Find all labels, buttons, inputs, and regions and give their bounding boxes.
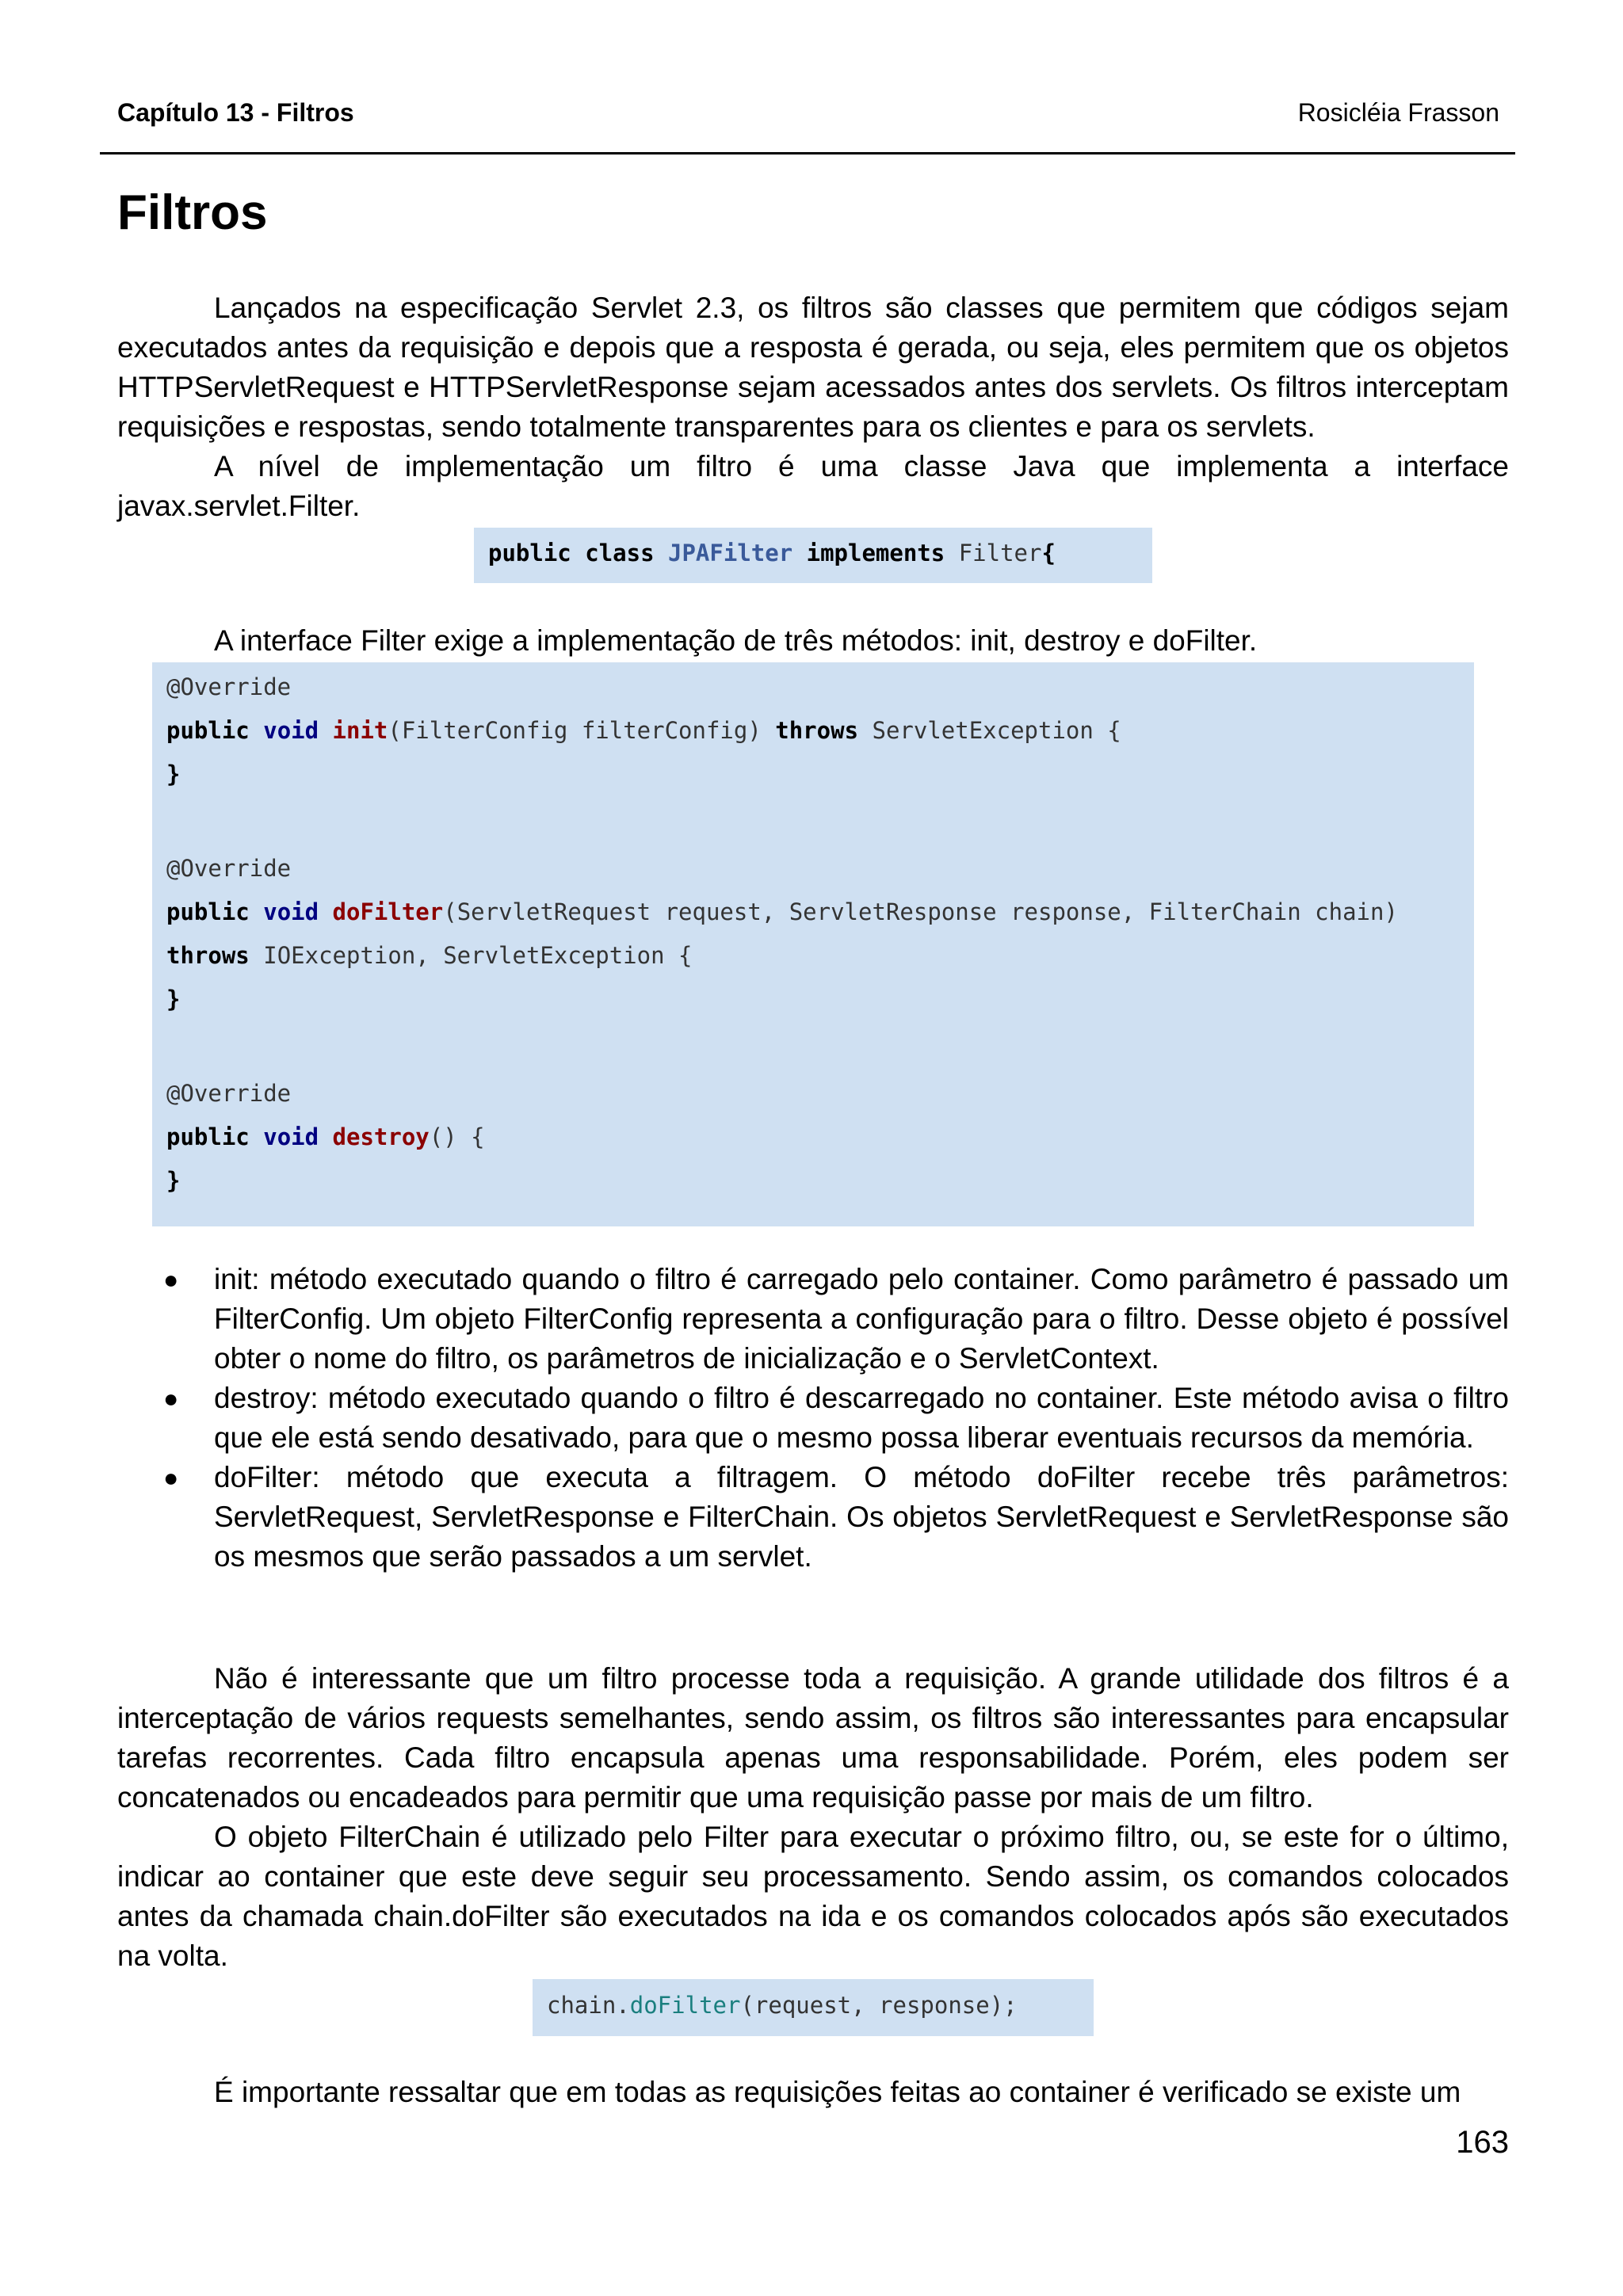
paragraph-container-check: É importante ressaltar que em todas as requisições feitas ao container é verificado se existe um bbox=[214, 2076, 1461, 2108]
list-item-destroy: ● destroy: método executado quando o filtro é descarregado no container. Este método avisa o filtro que ele está sendo desativado, para que o mesmo possa liberar eventuais recursos da memória. bbox=[117, 1379, 1509, 1458]
chapter-title: Capítulo 13 - Filtros bbox=[117, 98, 354, 127]
code-annotation: @Override bbox=[166, 1080, 292, 1107]
paragraph-interface-methods: A interface Filter exige a implementação de três métodos: init, destroy e doFilter. bbox=[214, 624, 1258, 657]
list-item-dofilter: ● doFilter: método que executa a filtragem. O método doFilter recebe três parâmetros: ServletRequest, ServletResponse e FilterChain. Os objetos ServletRequest e ServletResponse são os mesmos que serão passados a um servlet. bbox=[117, 1458, 1509, 1577]
paragraph-filterchain: O objeto FilterChain é utilizado pelo Filter para executar o próximo filtro, ou, se este for o último, indicar ao container que este deve seguir seu processamento. Sendo assim, os comandos colocados antes da chamada chain.doFilter são executados na ida e os comandos colocados após são executados na volta. bbox=[117, 1821, 1509, 1972]
bullet-icon: ● bbox=[163, 1265, 179, 1294]
method-description-list bbox=[117, 1260, 1509, 1577]
code-annotation: @Override bbox=[166, 673, 292, 700]
paragraph-implementation: A nível de implementação um filtro é uma classe Java que implementa a interface javax.servlet.Filter. bbox=[117, 450, 1509, 522]
paragraph-intro: Lançados na especificação Servlet 2.3, os filtros são classes que permitem que códigos sejam executados antes da requisição e depois que a resposta é gerada, ou seja, eles permitem que os objetos HTTPServletRequest e HTTPServletResponse sejam acessados antes dos servlets. Os filtros interceptam requisições e respostas, sendo totalmente transparentes para os clientes e para os servlets. bbox=[117, 292, 1509, 443]
code-line-init: public void init(FilterConfig filterConfig) throws ServletException { bbox=[166, 717, 1121, 744]
code-block-chain-dofilter bbox=[533, 1979, 1094, 2036]
bullet-icon: ● bbox=[163, 1384, 179, 1413]
section-title: Filtros bbox=[117, 185, 268, 240]
author-name: Rosicléia Frasson bbox=[1297, 98, 1499, 127]
code-line: public class JPAFilter implements Filter{ bbox=[488, 540, 1056, 566]
list-item-init: ● init: método executado quando o filtro é carregado pelo container. Como parâmetro é passado um FilterConfig. Um objeto FilterConfig representa a configuração para o filtro. Desse objeto é possível obter o nome do filtro, os parâmetros de inicialização e o ServletContext. bbox=[117, 1260, 1509, 1379]
code-line-destroy: public void destroy() { bbox=[166, 1123, 485, 1150]
code-close-brace: } bbox=[166, 986, 181, 1013]
code-block-class-declaration bbox=[474, 528, 1152, 583]
code-line-dofilter-throws: throws IOException, ServletException { bbox=[166, 942, 693, 969]
code-close-brace: } bbox=[166, 1167, 181, 1194]
code-line: chain.doFilter(request, response); bbox=[547, 1992, 1018, 2019]
page-number: 163 bbox=[1456, 2125, 1509, 2160]
paragraph-filter-utility: Não é interessante que um filtro processe toda a requisição. A grande utilidade dos filtros é a interceptação de vários requests semelhantes, sendo assim, os filtros são interessantes para encapsular tarefas recorrentes. Cada filtro encapsula apenas uma responsabilidade. Porém, eles podem ser concatenados ou encadeados para permitir que uma requisição passe por mais de um filtro. bbox=[117, 1662, 1509, 1814]
bullet-icon: ● bbox=[163, 1463, 179, 1492]
code-annotation: @Override bbox=[166, 855, 292, 882]
code-block-filter-methods bbox=[152, 662, 1474, 1226]
code-line-dofilter: public void doFilter(ServletRequest request, ServletResponse response, FilterChain chain) bbox=[166, 898, 1398, 925]
page-header bbox=[100, 93, 1515, 154]
code-close-brace: } bbox=[166, 761, 181, 788]
